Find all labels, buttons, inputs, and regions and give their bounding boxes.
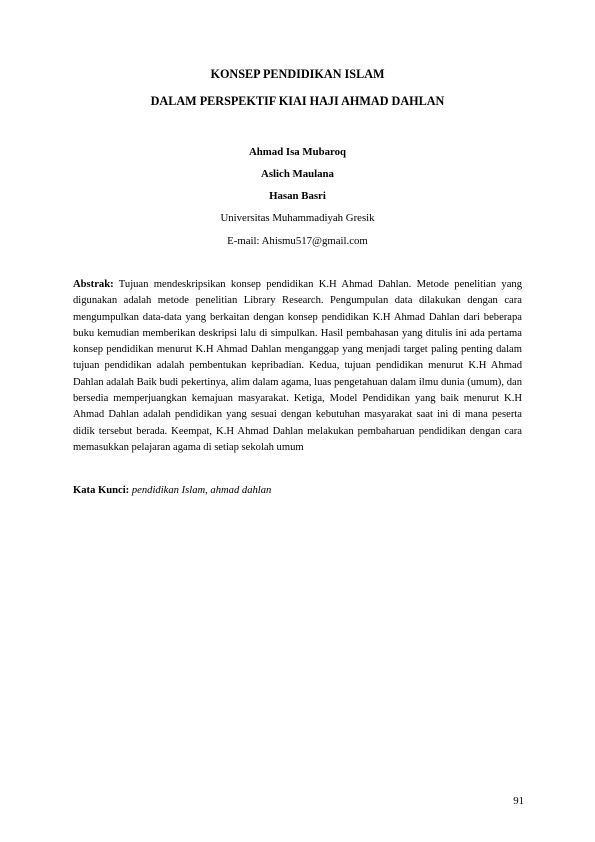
keywords-label: Kata Kunci:: [73, 485, 130, 496]
author-name-2: Aslich Maulana: [261, 168, 334, 180]
author-name-3: Hasan Basri: [269, 190, 326, 202]
keywords-text: pendidikan Islam, ahmad dahlan: [131, 485, 272, 496]
author-email: E-mail: Ahismu517@gmail.com: [227, 235, 368, 247]
abstract-paragraph: [73, 277, 522, 456]
abstract-label: Abstrak:: [73, 279, 114, 290]
keywords-paragraph: [73, 484, 522, 498]
abstract-text: Tujuan mendeskripsikan konsep pendidikan K.H Ahmad Dahlan. Metode penelitian yang digunakan adalah metode penelitian Library Research. Pengumpulan data dilakukan dengan cara mengumpulkan data-data yang berkaitan dengan konsep pendidikan K.H Ahmad Dahlan dari beberapa buku kemudian memberikan deskripsi lalu di simpulkan. Hasil pembahasan yang ditulis ini ada pertama konsep pendidikan menurut K.H Ahmad Dahlan menganggap yang menjadi target paling penting dalam tujuan pendidikan adalah pembentukan kepribadian. Kedua, tujuan pendidikan menurut K.H Ahmad Dahlan adalah Baik budi pekertinya, alim dalam agama, luas pengetahuan dalam ilmu dunia (umum), dan bersedia memperjuangkan kemajuan masyarakat. Ketiga, Model Pendidikan yang baik menurut K.H Ahmad Dahlan adalah pendidikan yang sesuai dengan kebutuhan masyarakat saat ini di mana peserta didik tersebut berada. Keempat, K.H Ahmad Dahlan melakukan pembaharuan pendidikan dengan cara memasukkan pelajaran agama di setiap sekolah umum: [73, 279, 522, 453]
paper-title-line-2: DALAM PERSPEKTIF KIAI HAJI AHMAD DAHLAN: [150, 94, 445, 108]
page-number: 91: [513, 795, 524, 807]
author-name-1: Ahmad Isa Mubaroq: [249, 146, 346, 158]
paper-title-line-1: KONSEP PENDIDIKAN ISLAM: [210, 67, 385, 81]
author-affiliation: Universitas Muhammadiyah Gresik: [220, 212, 375, 224]
